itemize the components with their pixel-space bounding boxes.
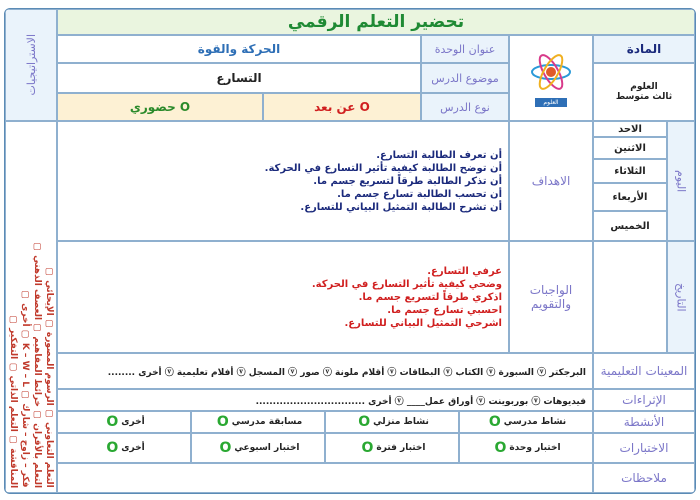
activity-home[interactable] bbox=[325, 411, 459, 433]
activity-other[interactable] bbox=[57, 411, 191, 433]
tests-label: الاختبارات bbox=[593, 433, 695, 463]
objectives-label: الاهداف bbox=[509, 121, 593, 241]
date-label-cell bbox=[667, 241, 695, 353]
test-weekly[interactable] bbox=[191, 433, 325, 463]
test-unit-label: اختبار وحدة bbox=[509, 443, 561, 453]
enrichment-label: الإثراءات bbox=[593, 389, 695, 411]
activity-school-contest-circle[interactable]: O bbox=[216, 414, 229, 430]
objectives-list bbox=[57, 121, 509, 241]
homework-item: وضحي كيفية تأثير التسارع في الحركة. bbox=[311, 278, 502, 290]
date-value-cell[interactable] bbox=[593, 241, 667, 353]
objective-item: أن توضح الطالبة كيفية تأثير التسارع في الحركة. bbox=[264, 162, 502, 174]
test-unit[interactable] bbox=[459, 433, 593, 463]
objective-item: أن تذكر الطالبة طرقاً لتسريع جسم ما. bbox=[313, 175, 502, 187]
strategies-column-2[interactable]: التعلم بالأقران ▢ خرائط المفاهيم ▢ العصف الذهني ▢ bbox=[32, 241, 42, 488]
day-thursday: الخميس bbox=[593, 211, 667, 241]
strategies-list bbox=[5, 121, 57, 493]
test-other-circle[interactable]: O bbox=[106, 440, 119, 456]
activity-school[interactable] bbox=[459, 411, 593, 433]
subject-value: العلوم bbox=[630, 82, 658, 92]
lesson-type-present[interactable]: حضوري O bbox=[57, 93, 263, 121]
strategies-label: الاستراتيجيات bbox=[24, 34, 38, 96]
unit-title-value: الحركة والقوة bbox=[57, 35, 421, 63]
activity-school-label: نشاط مدرسي bbox=[503, 417, 567, 427]
logo-caption: العلوم bbox=[535, 98, 566, 107]
objective-item: أن تعرف الطالبة التسارع. bbox=[376, 149, 502, 161]
day-label-cell bbox=[667, 121, 695, 241]
test-unit-circle[interactable]: O bbox=[494, 440, 507, 456]
homework-item: عرفي التسارع. bbox=[427, 265, 502, 277]
homework-item: اشرحي التمثيل البياني للتسارع. bbox=[344, 317, 502, 329]
homework-label: الواجبات والتقويم bbox=[509, 241, 593, 353]
activity-other-circle[interactable]: O bbox=[106, 414, 119, 430]
test-term-circle[interactable]: O bbox=[361, 440, 374, 456]
strategies-column-3[interactable]: فكر – زاوج – شارك ▢ K – W – L ▢ أخرى ▢ bbox=[20, 290, 30, 488]
lesson-topic-label: موضوع الدرس bbox=[421, 63, 509, 93]
test-weekly-circle[interactable]: O bbox=[219, 440, 232, 456]
homework-item: احسبي تسارع جسم ما. bbox=[387, 304, 502, 316]
test-term[interactable] bbox=[325, 433, 459, 463]
atom-logo-icon bbox=[529, 50, 573, 94]
homework-list bbox=[57, 241, 509, 353]
day-wednesday: الأربعاء bbox=[593, 183, 667, 211]
strategies-column-1[interactable]: التعلم التعاوني ▢ الرسوم المصورة ▢ الإيحائي ▢ bbox=[44, 267, 54, 488]
test-other[interactable] bbox=[57, 433, 191, 463]
notes-label: ملاحظات bbox=[593, 463, 695, 493]
activity-school-circle[interactable]: O bbox=[488, 414, 501, 430]
day-monday: الاثنين bbox=[593, 137, 667, 159]
subject-label: المادة bbox=[593, 35, 695, 63]
day-sunday: الاحد bbox=[593, 121, 667, 137]
unit-title-label: عنوان الوحدة bbox=[421, 35, 509, 63]
resources-label: المعينات التعليمية bbox=[593, 353, 695, 389]
test-weekly-label: اختبار اسبوعي bbox=[234, 443, 300, 453]
objective-item: أن تحسب الطالبة تسارع جسم ما. bbox=[337, 188, 502, 200]
strategies-label-cell bbox=[5, 9, 57, 121]
test-other-label: أخرى bbox=[121, 443, 145, 453]
day-label: اليوم bbox=[674, 169, 688, 193]
lesson-topic-value: التسارع bbox=[57, 63, 421, 93]
grade-value: ثالث متوسط bbox=[615, 92, 673, 102]
day-tuesday: الثلاثاء bbox=[593, 159, 667, 183]
notes-field[interactable] bbox=[57, 463, 593, 493]
resources-options[interactable]: البرجكتر ⓥ السبورة ⓥ الكتاب ⓥ البطاقات ⓥ أقلام ملونة ⓥ صور ⓥ المسجل ⓥ أفلام تعليمية ⓥ أخرى ........ bbox=[57, 353, 593, 389]
activities-label: الأنشطة bbox=[593, 411, 695, 433]
activity-home-circle[interactable]: O bbox=[358, 414, 371, 430]
date-label: التاريخ bbox=[674, 282, 688, 312]
objective-item: أن تشرح الطالبة التمثيل البياني للتسارع. bbox=[300, 201, 502, 213]
activity-school-contest[interactable] bbox=[191, 411, 325, 433]
science-logo-cell bbox=[509, 35, 593, 121]
activity-home-label: نشاط منزلي bbox=[373, 417, 429, 427]
activity-other-label: أخرى bbox=[121, 417, 145, 427]
lesson-type-remote[interactable]: عن بعد O bbox=[263, 93, 421, 121]
lesson-type-label: نوع الدرس bbox=[421, 93, 509, 121]
homework-item: اذكري طرقاً لتسريع جسم ما. bbox=[358, 291, 502, 303]
enrichment-options[interactable]: فيديوهات ⓥ بوربوينت ⓥ أوراق عمل____ ⓥ أخرى ................................ bbox=[57, 389, 593, 411]
strategies-column-4[interactable]: المناقشة ▢ التعلم الذاتي ▢ التفكير ▢ bbox=[8, 314, 18, 488]
lesson-plan-frame bbox=[4, 8, 696, 494]
activity-school-contest-label: مسابقة مدرسي bbox=[231, 417, 303, 427]
subject-value-cell bbox=[593, 63, 695, 121]
test-term-label: اختبار فترة bbox=[376, 443, 426, 453]
page-title: تحضير التعلم الرقمي bbox=[57, 9, 695, 35]
